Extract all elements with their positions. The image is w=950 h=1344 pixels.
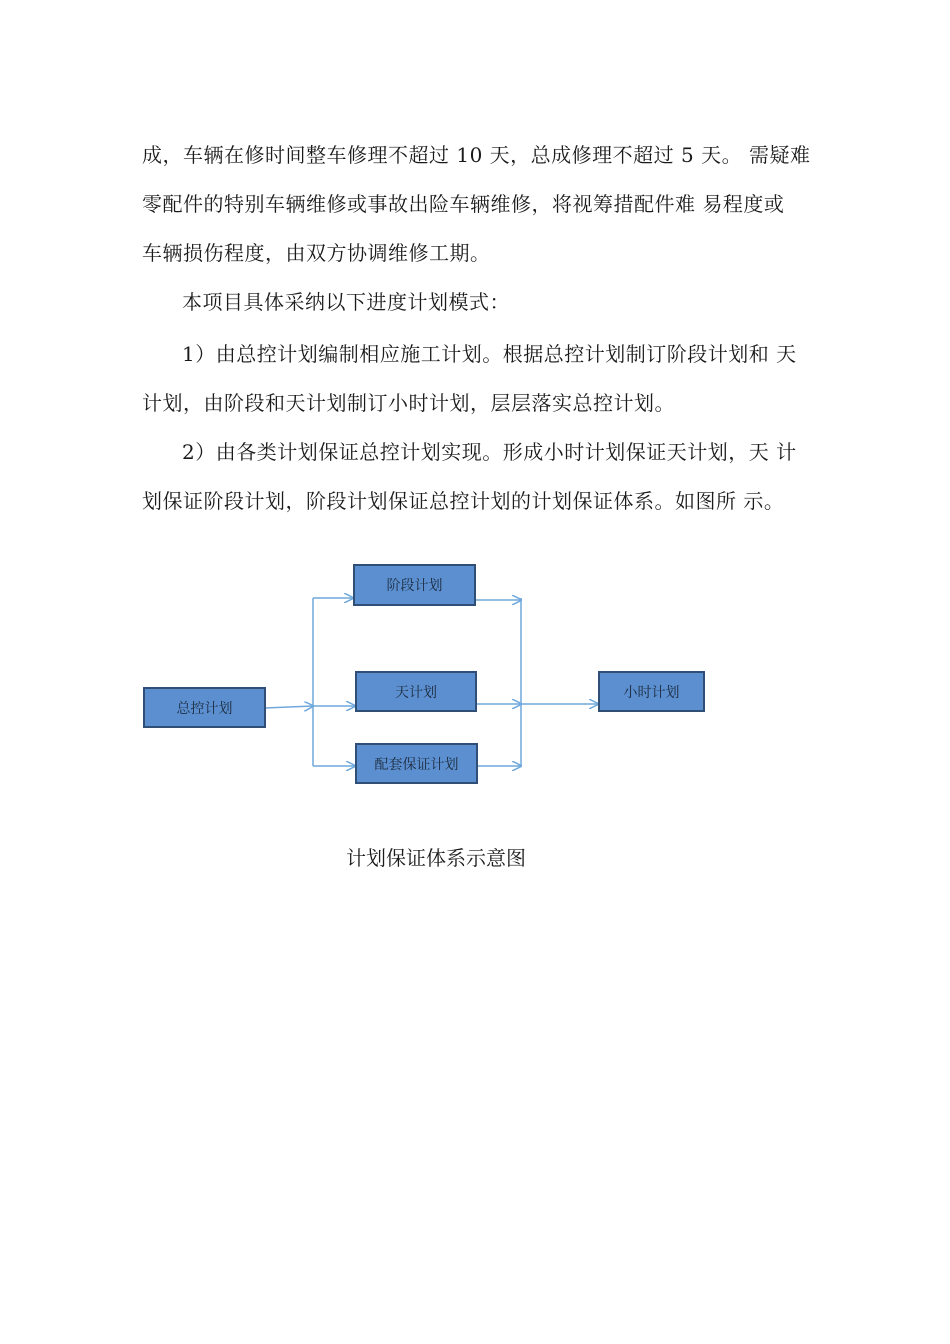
connector-master-split — [265, 706, 313, 708]
paragraph-line: 计划，由阶段和天计划制订小时计划，层层落实总控计划。 — [142, 391, 675, 415]
paragraph-line: 车辆损伤程度，由双方协调维修工期。 — [142, 241, 491, 265]
box-hourly-plan: 小时计划 — [598, 671, 705, 712]
box-master-plan: 总控计划 — [143, 687, 266, 728]
paragraph-line: 划保证阶段计划，阶段计划保证总控计划的计划保证体系。如图所 示。 — [142, 489, 785, 513]
box-stage-plan: 阶段计划 — [353, 564, 476, 606]
paragraph-line: 成，车辆在修时间整车修理不超过 10 天，总成修理不超过 5 天。 需疑难 — [142, 143, 811, 167]
figure-caption: 计划保证体系示意图 — [346, 846, 526, 870]
paragraph-line: 2）由各类计划保证总控计划实现。形成小时计划保证天计划，天 计 — [182, 440, 797, 464]
paragraph-line: 本项目具体采纳以下进度计划模式： — [182, 290, 510, 314]
box-support-plan: 配套保证计划 — [355, 743, 478, 784]
box-daily-plan: 天计划 — [355, 671, 477, 712]
paragraph-line: 1）由总控计划编制相应施工计划。根据总控计划制订阶段计划和 天 — [182, 342, 797, 366]
paragraph-line: 零配件的特别车辆维修或事故出险车辆维修，将视筹措配件难 易程度或 — [142, 192, 785, 216]
